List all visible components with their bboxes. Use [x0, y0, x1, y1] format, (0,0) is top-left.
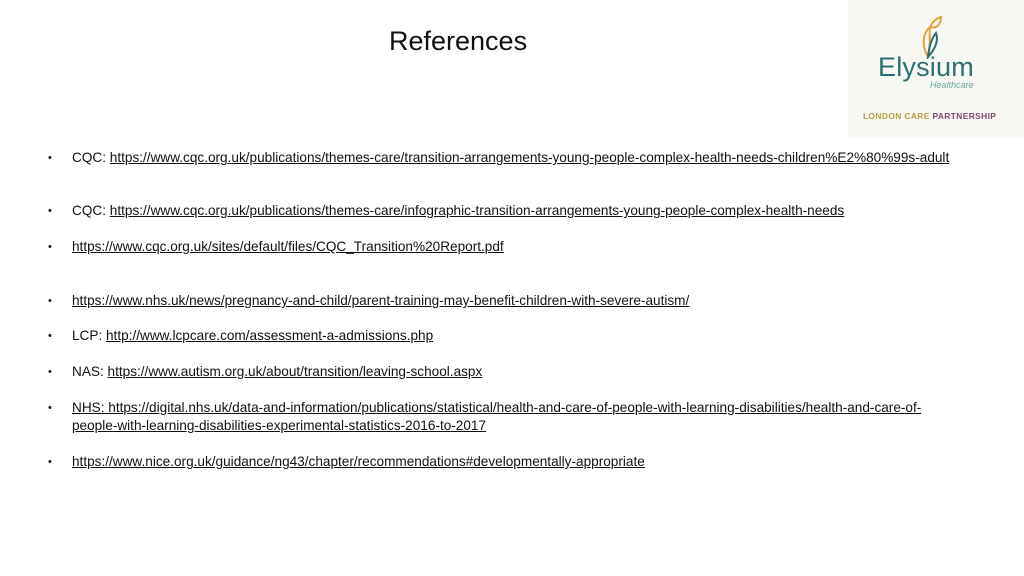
- bullet: •: [48, 241, 52, 253]
- logo-subtitle: Healthcare: [930, 80, 974, 90]
- elysium-logo: [848, 0, 1024, 138]
- reference-item: [48, 453, 952, 471]
- slide-title: References: [389, 26, 528, 56]
- bullet: •: [48, 152, 52, 164]
- partnership-label: [863, 111, 996, 121]
- reference-prefix: LCP:: [72, 328, 106, 343]
- reference-prefix: CQC:: [72, 203, 110, 218]
- reference-item: [48, 363, 952, 381]
- reference-link[interactable]: https://www.cqc.org.uk/sites/default/files/CQC_Transition%20Report.pdf: [72, 239, 504, 254]
- reference-link[interactable]: https://www.cqc.org.uk/publications/themes-care/infographic-transition-arrangements-young-people-complex-health-needs: [109, 203, 845, 218]
- reference-link[interactable]: https://www.nice.org.uk/guidance/ng43/chapter/recommendations#developmentally-appropriate: [72, 454, 645, 469]
- reference-item: [48, 238, 952, 256]
- reference-link[interactable]: https://www.autism.org.uk/about/transition/leaving-school.aspx: [107, 364, 483, 379]
- reference-item: [48, 399, 952, 435]
- reference-item: [48, 202, 952, 220]
- reference-item: [48, 149, 952, 167]
- reference-item: [48, 327, 952, 345]
- reference-link[interactable]: http://www.lcpcare.com/assessment-a-admissions.php: [106, 328, 434, 343]
- partnership-part1: LONDON CARE: [863, 111, 930, 121]
- bullet: •: [48, 366, 52, 378]
- bullet: •: [48, 330, 52, 342]
- bullet: •: [48, 402, 52, 414]
- reference-prefix: CQC:: [72, 150, 110, 165]
- reference-prefix: NAS:: [72, 364, 108, 379]
- reference-link[interactable]: https://www.nhs.uk/news/pregnancy-and-child/parent-training-may-benefit-children-with-severe-autism/: [72, 293, 690, 308]
- reference-link[interactable]: NHS: https://digital.nhs.uk/data-and-information/publications/statistical/health-and-care-of-people-with-learning-disabilities/health-and-care-of-people-with-learning-disabilities-experimental-statistics-2016-to-2017: [72, 400, 922, 433]
- partnership-part2: PARTNERSHIP: [932, 111, 997, 121]
- logo-brand-name: Elysium: [878, 52, 974, 82]
- bullet: •: [48, 205, 52, 217]
- bullet: •: [48, 295, 52, 307]
- bullet: •: [48, 456, 52, 468]
- reference-link[interactable]: https://www.cqc.org.uk/publications/themes-care/transition-arrangements-young-people-complex-health-needs-children%E2%80%99s-adult: [109, 150, 950, 165]
- reference-item: [48, 292, 952, 310]
